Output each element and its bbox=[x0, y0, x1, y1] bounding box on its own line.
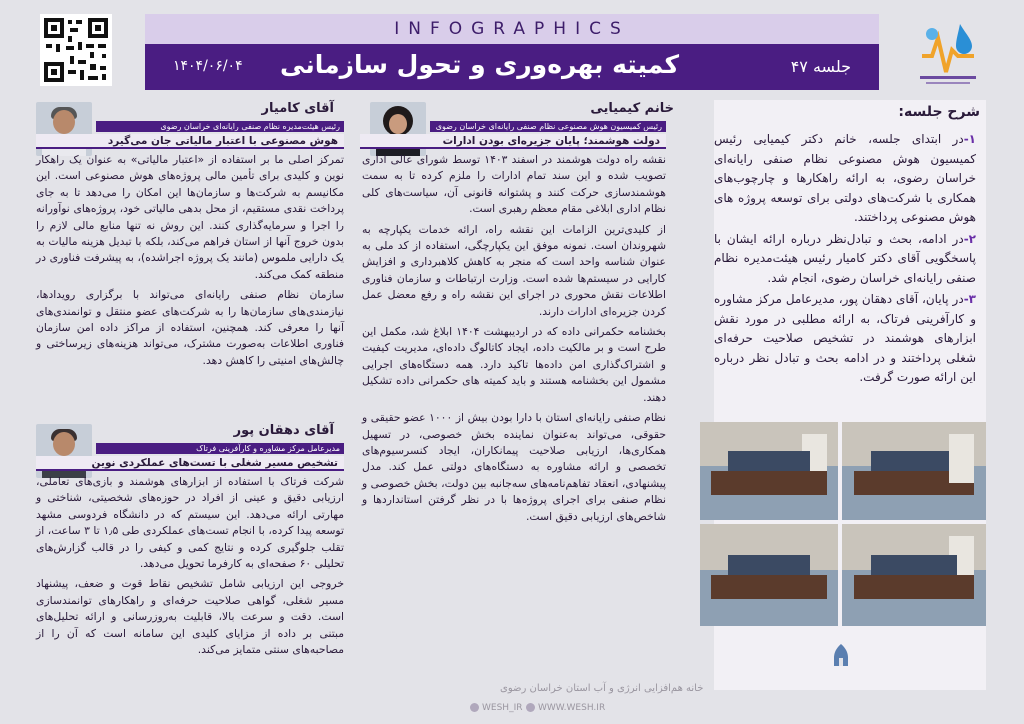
speaker-role: رئیس هیئت‌مدیره نظام صنفی رایانه‌ای خراسان رضوی bbox=[96, 121, 344, 132]
organization-logo bbox=[912, 16, 984, 88]
speaker-role: رئیس کمیسیون هوش مصنوعی نظام صنفی رایانه‌ای خراسان رضوی bbox=[430, 121, 666, 132]
speaker-role: مدیرعامل مرکز مشاوره و کارآفرینی فرتاک bbox=[96, 443, 344, 454]
title-bar bbox=[145, 44, 879, 90]
summary-item bbox=[714, 130, 976, 228]
meeting-photo[interactable] bbox=[700, 422, 838, 520]
paragraph: از کلیدی‌ترین الزامات این نقشه راه، ارائه خدمات یکپارچه به شهروندان است. نمونه موفق این یکپارچگی، استفاده از کد ملی به عنوان شناسه واحد است که منجر به کاهش کلاهبرداری و افزایش کارایی در سیستم‌ها شده است. وزارت ارتباطات و سازمان فناوری اطلاعات نقش محوری در اجرای این نقشه راه و رفع معضل عمل کردن جزیره‌ای ادارات دارند. bbox=[362, 222, 666, 318]
session-number: جلسه ۴۷ bbox=[790, 57, 851, 76]
qr-code-graphic bbox=[40, 14, 112, 86]
paragraph: نقشه راه دولت هوشمند در اسفند ۱۴۰۳ توسط شورای عالی اداری تصویب شده و این سند تمام ادارات را ملزم کرده تا به سمت هوشمندسازی حرکت کنند و پشتوانه قانونی آن، سیاست‌های کلی نظام اداری ابلاغی مقام معظم رهبری است. bbox=[362, 153, 666, 216]
social-handle: WESH_IR bbox=[482, 703, 523, 713]
paragraph: تمرکز اصلی ما بر استفاده از «اعتبار مالیاتی» به عنوان یک راهکار نوین و کلیدی برای تأمین مالی پروژه‌های هوش مصنوعی است. این مکانیسم به شرکت‌ها و سازمان‌ها این امکان را می‌دهد تا به جای پرداخت نقدی مستقیم، از محل بدهی مالیاتی خود، پروژه‌های نوآورانه را اجرا و سرمایه‌گذاری کنند. این روش نه تنها منابع مالی لازم را بدون خروج آنها از استان فراهم می‌کند، بلکه با تبدیل هزینه مالیات به یک دارایی ملموس (مانند یک پروژه اجراشده)، به پیشرفت فناوری در منطقه کمک می‌کند. bbox=[36, 153, 344, 281]
footer-website[interactable] bbox=[526, 703, 605, 713]
paragraph: بخشنامه حکمرانی داده که در اردیبهشت ۱۴۰۴ ابلاغ شد، مکمل این طرح است و بر مالکیت داده، ایجاد کاتالوگ داده‌ای، مدیریت کیفیت و اشتراک‌گذاری امن داده‌ها تاکید دارد. همه دستگاه‌های اجرایی مشمول این بخشنامه هستند و باید کمیته های حکمرانی داده تشکیل دهند. bbox=[362, 325, 666, 404]
summary-item-number: ۳- bbox=[963, 292, 976, 306]
globe-icon bbox=[526, 703, 535, 712]
summary-item-number: ۲- bbox=[963, 231, 976, 246]
speaker-name: خانم کیمیایی bbox=[590, 101, 674, 116]
summary-item-text: در پایان، آقای دهقان پور، مدیرعامل مرکز مشاوره و کارآفرینی فرتاک، به ارائه مطلبی در مورد نقش ابزارهای هوشمند در تشخیص صلاحیت حرفه‌ای شغلی پرداختند و در ادامه بحث و تبادل نظر درباره این ارائه صورت گرفت. bbox=[714, 292, 976, 384]
meeting-photo[interactable] bbox=[842, 524, 986, 626]
summary-item bbox=[714, 290, 976, 388]
summary-item-text: در ادامه، بحث و تبادل‌نظر درباره ارائه ایشان با پاسخگویی آقای دکتر کامیار رئیس هیئت‌مدیره نظام صنفی رایانه‌ای خراسان رضوی، انجام شد. bbox=[714, 231, 976, 285]
summary-item-number: ۱- bbox=[963, 132, 976, 146]
infographics-banner bbox=[145, 14, 879, 44]
paragraph: شرکت فرتاک با استفاده از ابزارهای هوشمند و بازی‌های تعاملی، ارزیابی دقیق و عینی از افراد در حوزه‌های شخصیتی، شناختی و مهارتی ارائه می‌دهد. این سیستم که در دانشگاه فردوسی مشهد توسعه پیدا کرده، با انجام تست‌های عملکردی طی ۱٫۵ تا ۳ ساعت، از تقلب جلوگیری کرده و نتایج کمی و کیفی را در قالب گزارش‌های تحلیلی ۶۰ صفحه‌ای به کارفرما تحویل می‌دهد. bbox=[36, 475, 344, 571]
speaker-topic: هوش مصنوعی با اعتبار مالیاتی جان می‌گیرد bbox=[36, 134, 344, 149]
water-energy-logo-icon bbox=[912, 16, 984, 88]
summary-list bbox=[714, 130, 976, 390]
social-icon bbox=[470, 703, 479, 712]
summary-item-text: در ابتدای جلسه، خانم دکتر کیمیایی رئیس کمیسیون هوش مصنوعی نظام صنفی رایانه‌ای خراسان رضوی، به ارائه راهکارها و چارچوب‌های همکاری با شرکت‌های دولتی برای توسعه پروژه های هوش مصنوعی پرداختند. bbox=[714, 132, 976, 224]
shrine-icon bbox=[830, 642, 852, 668]
summary-item bbox=[714, 230, 976, 289]
speaker-name: آقای کامیار bbox=[261, 101, 334, 116]
website-url: WWW.WESH.IR bbox=[538, 703, 606, 713]
meeting-photo[interactable] bbox=[700, 524, 838, 626]
kimiaei-body bbox=[362, 152, 666, 529]
footer-social[interactable] bbox=[470, 703, 522, 713]
paragraph: خروجی این ارزیابی شامل تشخیص نقاط قوت و ضعف، پیشنهاد مسیر شغلی، گواهی صلاحیت حرفه‌ای و راهکارهای توانمندسازی است. دقت و سرعت بالا، قابلیت به‌روزرسانی و ارائه تحلیل‌های مبتنی بر داده از مزایای کلیدی این سامانه است که آن را از مصاحبه‌های سنتی متمایز می‌کند. bbox=[36, 577, 344, 657]
speaker-topic: دولت هوشمند؛ پایان جزیره‌ای بودن ادارات bbox=[360, 134, 666, 149]
summary-heading: شرح جلسه: bbox=[898, 104, 980, 120]
speaker-name: آقای دهقان پور bbox=[233, 423, 334, 438]
meeting-photo[interactable] bbox=[842, 422, 986, 520]
kamyar-body bbox=[36, 152, 344, 373]
footer-organization: خانه هم‌افزایی انرژی و آب استان خراسان رضوی bbox=[500, 683, 704, 694]
speaker-topic: تشخیص مسیر شغلی با تست‌های عملکردی نوین bbox=[36, 456, 344, 471]
session-date: ۱۴۰۴/۰۶/۰۴ bbox=[173, 58, 243, 74]
page-title: کمیته بهره‌وری و تحول سازمانی bbox=[280, 50, 679, 79]
paragraph: نظام صنفی رایانه‌ای استان با دارا بودن بیش از ۱۰۰۰ عضو حقیقی و حقوقی، می‌تواند به‌عنوان نماینده بخش خصوصی، در تسهیل همکاری‌ها، ارزیابی صلاحیت پیمانکاران، ایجاد کنسرسیوم‌های تخصصی و ارائه مشاوره به دستگاه‌های دولتی عمل کند. مدل پیشنهادی، انعقاد تفاهم‌نامه‌های سه‌جانبه بین دولت، بخش خصوصی و نظام صنفی برای اجرای پروژه‌ها با در نظر گرفتن استانداردها و شاخص‌های ارزیابی دقیق است. bbox=[362, 411, 667, 523]
infographics-label: INFOGRAPHICS bbox=[394, 19, 630, 39]
dehghanpour-body bbox=[36, 474, 344, 662]
qr-code[interactable] bbox=[40, 14, 112, 86]
paragraph: سازمان نظام صنفی رایانه‌ای می‌تواند با برگزاری رویدادها، نیازمندی‌های سازمان‌ها را به شرکت‌های عضو منتقل و توانمندی‌های آنها را معرفی کند. همچنین، استفاده از مراکز داده امن سازمان فناوری اطلاعات به‌صورت مشترک، می‌تواند هزینه‌های زیرساختی و چالش‌های امنیتی را کاهش دهد. bbox=[36, 288, 344, 367]
